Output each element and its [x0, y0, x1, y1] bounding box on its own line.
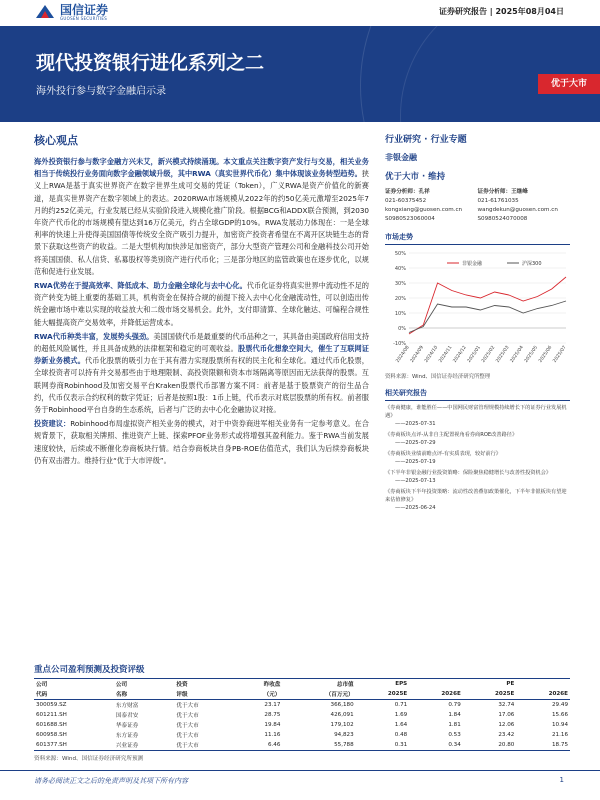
table-cell: 18.75	[516, 740, 570, 751]
table-cell: 19.84	[264, 722, 281, 728]
table-header-cell: （百万元）	[282, 689, 355, 700]
x-tick-label: 2025/05	[524, 345, 540, 364]
table-cell: 601688.SH	[36, 722, 67, 728]
chart-svg	[385, 249, 570, 369]
table-header-row	[34, 689, 570, 700]
table-cell: 23.17	[264, 702, 281, 708]
y-tick-label: 50%	[394, 251, 406, 257]
table-cell: 兴业证券	[114, 740, 174, 751]
report-type: 证券研究报告	[438, 7, 487, 16]
table-header-cell: 公司	[114, 679, 174, 690]
disclaimer: 请务必阅读正文之后的免责声明及其项下所有内容	[34, 777, 188, 785]
chart-source: 资料来源：Wind、国信证券经济研究所整理	[385, 374, 491, 380]
related-report[interactable]: 《券商板块下半年投资策略：流动性改善叠加政策催化，下半年非银板块有望迎来估值修复》 ——2025-06-24	[385, 489, 567, 511]
x-tick-label: 2024/09	[409, 345, 425, 364]
table-cell: 1.69	[394, 712, 408, 718]
legend-label: 非银金融	[462, 261, 483, 267]
table-cell: 0.53	[448, 732, 461, 738]
table-cell: 0.31	[356, 740, 410, 751]
table-header-cell: （元）	[235, 689, 283, 700]
table-header-cell: 代码	[34, 689, 114, 700]
table-cell: 21.16	[551, 732, 568, 738]
market-trend-chart	[385, 249, 570, 369]
header-meta: 证券研究报告 | 2025年08月04日	[438, 7, 564, 16]
table-cell: 优于大市	[176, 713, 199, 719]
industry-label: 行业研究 · 行业专题	[385, 135, 467, 145]
page-number: 1	[559, 776, 564, 784]
table-header-cell: 昨收盘	[235, 679, 283, 690]
table-row	[34, 730, 570, 740]
rating-tag: 优于大市	[538, 74, 600, 94]
table-cell: 优于大市	[176, 703, 199, 709]
table-cell: 0.48	[394, 732, 408, 738]
table-header-cell: PE	[463, 679, 517, 690]
related-report[interactable]: 《券商板块点评-从非自主配置视角看券商ROE改善路径》 ——2025-07-29	[385, 432, 518, 446]
y-tick-label: 30%	[394, 281, 406, 287]
table-header-cell: 评级	[174, 689, 234, 700]
related-list	[385, 404, 570, 512]
x-tick-label: 2024/10	[424, 345, 440, 364]
x-tick-label: 2025/07	[552, 345, 568, 364]
report-subtitle: 海外投行参与数字金融启示录	[36, 86, 166, 97]
related-report[interactable]: 《下半年非银金融行业投资策略：保险聚焦稳健增长与改善性投资机会》 ——2025-07-13	[385, 470, 552, 484]
table-heading: 重点公司盈利预测及投资评级	[34, 665, 145, 675]
table-cell: 0.71	[394, 702, 408, 708]
table-header-cell: 2026E	[516, 689, 570, 700]
table-cell: 23.42	[498, 732, 515, 738]
table-cell: 601211.SH	[36, 712, 67, 718]
table-cell: 1.81	[448, 722, 461, 728]
analyst-2: 证券分析师：王继峰 021-61761035 wangdekun@guosen.com.cn S0980524070008	[477, 189, 558, 222]
guosen-logo	[34, 2, 108, 22]
table-cell: 12.06	[498, 722, 515, 728]
y-tick-label: 20%	[394, 296, 406, 302]
table-cell: 426,091	[330, 712, 354, 718]
table-cell: 国泰君安	[115, 713, 139, 719]
table-header-cell: 公司	[34, 679, 114, 690]
table-header-cell	[409, 679, 463, 690]
table-cell: 20.80	[463, 740, 517, 751]
table-header-cell: 投资	[174, 679, 234, 690]
sidebar	[385, 132, 570, 512]
chart-heading: 市场走势	[385, 232, 570, 245]
table-cell: 94,823	[334, 732, 354, 738]
core-heading: 核心观点	[34, 134, 78, 147]
table-cell: 1.64	[394, 722, 408, 728]
y-tick-label: -10%	[393, 341, 406, 347]
table-cell: 601377.SH	[34, 740, 114, 751]
logo-en: GUOSEN SECURITIES	[60, 15, 108, 21]
table-source: 资料来源：Wind、国信证券经济研究所预测	[34, 756, 144, 762]
table-body	[34, 700, 570, 751]
rating-label: 优于大市 · 维持	[385, 172, 446, 182]
table-cell: 优于大市	[176, 733, 199, 739]
logo-cn: 国信证券	[60, 2, 109, 17]
x-tick-label: 2024/11	[438, 345, 454, 364]
table-cell: 32.74	[498, 702, 515, 708]
y-tick-label: 40%	[394, 266, 406, 272]
table-cell: 17.06	[498, 712, 515, 718]
legend-label: 沪深300	[522, 261, 542, 267]
table-cell: 29.49	[551, 702, 568, 708]
table-cell: 366,180	[330, 702, 354, 708]
table-header-cell: 2026E	[409, 689, 463, 700]
table-cell: 300059.SZ	[36, 702, 67, 708]
table-header-cell: 2025E	[463, 689, 517, 700]
analysts	[385, 188, 570, 224]
table-cell: 179,102	[330, 722, 354, 728]
report-date: 2025年08月04日	[495, 7, 564, 16]
table-header-cell: 总市值	[282, 679, 355, 690]
analyst-1: 证券分析师：孔祥 021-60375452 kongxiang@guosen.com.cn S0980523060004	[385, 189, 463, 222]
table-row	[34, 720, 570, 730]
x-tick-label: 2025/03	[495, 345, 511, 364]
table-cell: 东方证券	[115, 733, 139, 739]
table-row	[34, 710, 570, 720]
page-footer	[0, 770, 600, 785]
title-banner	[0, 26, 600, 122]
table-cell: 6.46	[235, 740, 283, 751]
forecast-table	[34, 678, 570, 751]
x-tick-label: 2024/12	[452, 345, 468, 364]
sector-label: 非银金融	[385, 153, 417, 162]
table-cell: 15.66	[551, 712, 568, 718]
page-header	[0, 0, 600, 26]
table-row	[34, 700, 570, 711]
guosen-logo-icon	[34, 2, 56, 22]
related-report[interactable]: 《券商板块业绩前瞻点评-有实质表现，较好前行》 ——2025-07-19	[385, 451, 501, 465]
table-cell: 华泰证券	[115, 723, 139, 729]
table-cell: 55,788	[282, 740, 355, 751]
table-cell: 优于大市	[174, 740, 234, 751]
table-cell: 0.34	[409, 740, 463, 751]
table-cell: 1.84	[448, 712, 461, 718]
related-heading: 相关研究报告	[385, 388, 570, 401]
table-header-cell: 2025E	[356, 689, 410, 700]
paragraph-2: RWA优势在于提高效率、降低成本、助力金融全球化与去中心化。代币化证券将真实世界中流动性不足的资产转变为链上重要的基础工具，机构资金在保持合规的前提下接入去中心化金融流动性，可以创造出传统金融市场中难以实现的收益放大和二级市场交易机会。此外，支付即清算、全球化触达、可编程合规性能大幅提高资产交易效率，并降低运营成本。	[34, 281, 369, 327]
table-cell: 600958.SH	[36, 732, 67, 738]
paragraph-4: 投资建议：Robinhood布局虚拟资产相关业务的模式，对于中资券商进军相关业务有一定参考意义。在合规背景下，获取相关牌照、推进资产上链、探索PFOF业务形式或将增强其盈利能力。鉴于RWA当前发展速度较快，后续或不断催化券商板块行情。结合券商板块自身PB-ROE估值范式，我们认为后续券商板块仍有双击潜力。维持行业“优于大市评级”。	[34, 419, 369, 465]
table-cell: 10.94	[551, 722, 568, 728]
table-cell: 11.16	[264, 732, 281, 738]
table-cell: 28.75	[264, 712, 281, 718]
related-report[interactable]: 《券商健康，谁能胜任——中国网民财富管理规模持续增长下的证券行业发展机遇》 ——2025-07-31	[385, 405, 567, 427]
x-tick-label: 2025/02	[481, 345, 497, 364]
paragraph-3: RWA代币种类丰富，发展势头强劲。美国国债代币是最重要的代币品种之一，其具备由美国政府信用支持的超低风险属性，并且具备成熟的法律框架和稳定的可观收益。股票代币化想象空间大，催生了互联网证券新业务模式。代币化股票的吸引力在于其有潜力实现股票所有权的民主化和全球化。通过代币化股票，全球投资者可以持有并交易那些由于地理限制、高投资限额和资本市场隔离等原因而无法获得的股票。互联网券商Robinhood及加密交易平台Kraken股票代币部署方案不同：前者是基于股票资产的衍生品合约，代币仅表示合约权利的数字凭证；后者是按照1股：1币上链，代币表示对底层股票的所有权。前者服务于Robinhood平台自身的生态系统，后者与广泛的去中心化金融协议对接。	[34, 331, 369, 415]
report-title: 现代投资银行进化系列之二	[36, 52, 265, 74]
y-tick-label: 0%	[398, 326, 406, 332]
x-tick-label: 2025/04	[509, 345, 525, 364]
x-tick-label: 2025/01	[466, 345, 483, 364]
y-tick-label: 10%	[394, 311, 406, 317]
core-views	[34, 132, 369, 469]
series-line	[409, 277, 566, 334]
table-header-cell	[516, 679, 570, 690]
x-tick-label: 2024/08	[395, 345, 411, 364]
table-cell: 0.79	[448, 702, 461, 708]
table-header-cell: EPS	[356, 679, 410, 690]
table-row	[34, 740, 570, 751]
table-header-cell: 名称	[114, 689, 174, 700]
table-cell: 东方财富	[115, 703, 139, 709]
paragraph-1: 海外投资银行参与数字金融方兴未艾，新兴模式持续涌现。本文重点关注数字资产发行与交易，相关业务相当于传统投行业务面向数字金融领域升级，其中RWA（真实世界代币化）集中体现该业务转型趋势。狭义上RWA是基于真实世界资产在数字世界生成可交易的凭证（Token），广义RWA是资产价值化的新赛道，是真实世界资产在数字领域上的表达。2020RWA市场规模从2022年的约50亿美元激增至2025年7月的约252亿美元，行业发展已经从实验阶段进入规模化推广阶段。根据BCG和ADDX联合预测，到2030年资产代币化的市场规模有望达到16万亿美元，约占全球GDP的10%。RWA发展动力体现在：一是全球利率的快速上升使得美国国债等传统安全资产吸引力提升，加密资产投资者希望在不离开区块链生态的背景下获取这些资产的收益。二是大型机构加快涉足加密资产，部分大型资产管理公司和金融科技公司开始将美国国债、私人信贷、私募股权等类别资产进行代币化；三是部分地区的监管政策也在逐步优化，以规范和促进行业发展。	[34, 157, 369, 276]
table-cell: 优于大市	[176, 723, 199, 729]
table-header-row	[34, 679, 570, 690]
x-tick-label: 2025/06	[538, 345, 554, 364]
